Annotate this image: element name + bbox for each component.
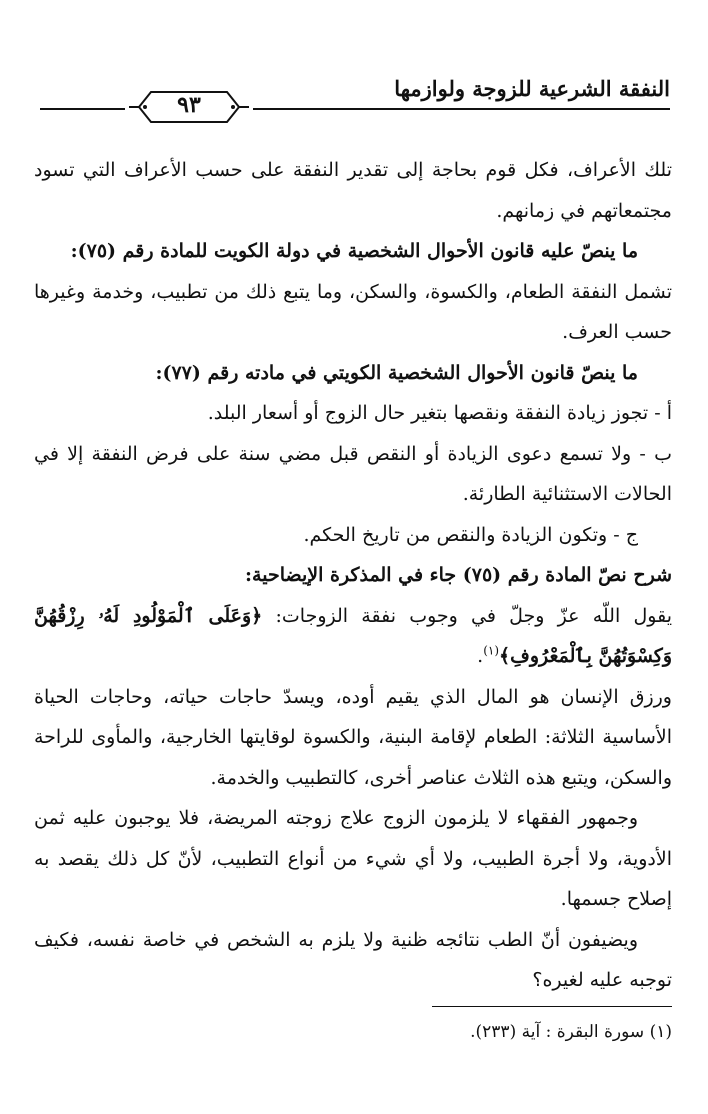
quran-verse: ﴿وَعَلَى ٱلْمَوْلُودِ لَهُۥ رِزْقُهُنَّ وَكِسْوَتُهُنَّ بِٱلْمَعْرُوفِ﴾ — [34, 604, 672, 667]
paragraph-text: يقول اللّه عزّ وجلّ في وجوب نفقة الزوجات: — [262, 604, 672, 627]
paragraph: ويضيفون أنّ الطب نتائجه ظنية ولا يلزم به الشخص في خاصة نفسه، فكيف توجبه عليه لغيره؟ — [34, 928, 672, 991]
paragraph: تلك الأعراف، فكل قوم بحاجة إلى تقدير النفقة على حسب الأعراف التي تسود مجتمعاتهم في زمانهم. — [34, 159, 672, 222]
paragraph: ورزق الإنسان هو المال الذي يقيم أوده، ويسدّ حاجات حياته، وحاجات الحياة الأساسية الثلاثة: الطعام لإقامة البنية، والكسوة لوقايتها الخارجية، والمأوى للراحة والسكن، ويتبع هذه الثلاث عناصر أخرى، كالتطبيب والخدمة. — [34, 685, 672, 789]
list-item: ج - وتكون الزيادة والنقص من تاريخ الحكم. — [303, 523, 638, 546]
running-header — [40, 70, 670, 130]
page-body — [34, 150, 672, 1001]
list-item: أ - تجوز زيادة النفقة ونقصها بتغير حال الزوج أو أسعار البلد. — [207, 402, 672, 424]
page-number: ٩٣ — [177, 92, 201, 118]
paragraph: وجمهور الفقهاء لا يلزمون الزوج علاج زوجته المريضة، فلا يوجبون عليه ثمن الأدوية، ولا أجرة الطبيب، ولا أي شيء من أنواع التطبيب، لأنّ كل ذلك يقصد به إصلاح جسمها. — [34, 807, 672, 910]
section-heading: ما ينصّ عليه قانون الأحوال الشخصية في دولة الكويت للمادة رقم (٧٥): — [70, 240, 638, 262]
header-title: النفقة الشرعية للزوجة ولوازمها — [394, 76, 670, 101]
section-heading: شرح نصّ المادة رقم (٧٥) جاء في المذكرة الإيضاحية: — [245, 564, 672, 586]
footnote: (١) سورة البقرة : آية (٢٣٣). — [470, 1022, 672, 1042]
page-number-badge — [125, 84, 225, 130]
footnote-ref[interactable]: (١) — [483, 643, 500, 658]
list-item: ب - ولا تسمع دعوى الزيادة أو النقص قبل مضي سنة على فرض النفقة إلا في الحالات الاستثنائية الطارئة. — [34, 442, 672, 505]
footnote-divider — [432, 1006, 672, 1007]
section-heading: ما ينصّ قانون الأحوال الشخصية الكويتي في مادته رقم (٧٧): — [155, 361, 638, 384]
quran-paragraph — [34, 596, 672, 677]
paragraph: تشمل النفقة الطعام، والكسوة، والسكن، وما يتبع ذلك من تطبيب، وخدمة وغيرها حسب العرف. — [34, 280, 672, 343]
paragraph-end: . — [477, 645, 484, 667]
